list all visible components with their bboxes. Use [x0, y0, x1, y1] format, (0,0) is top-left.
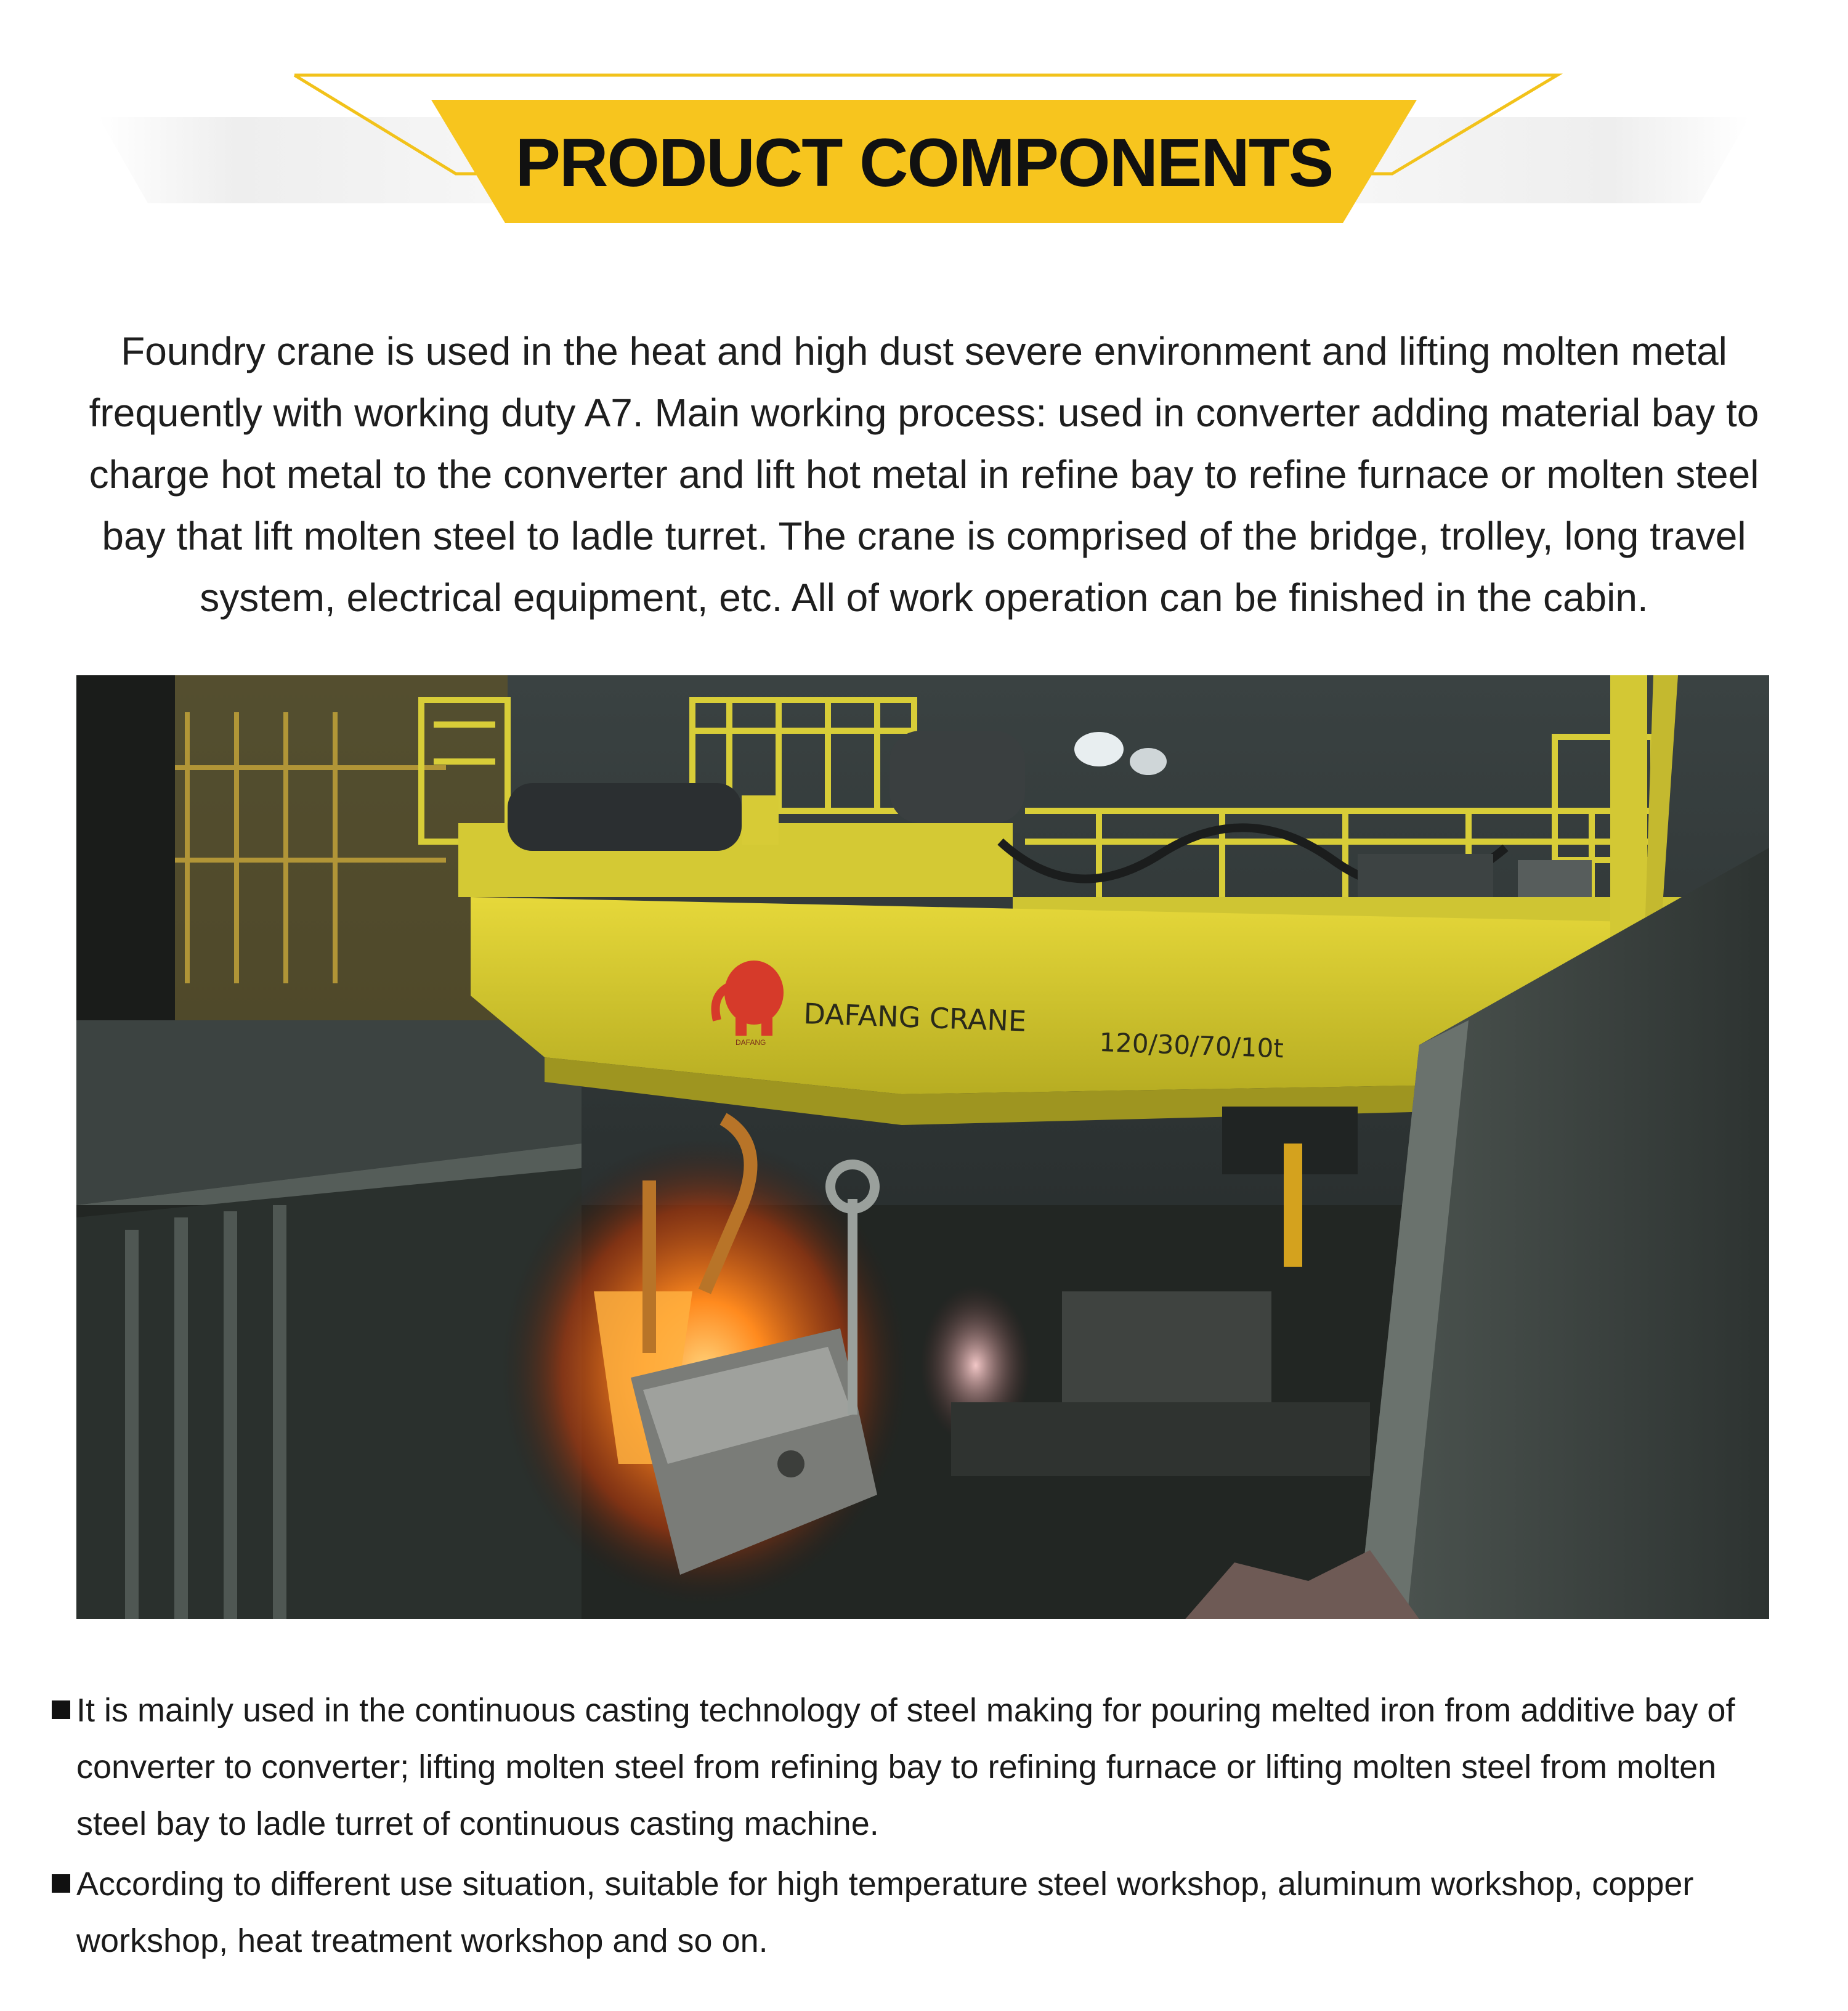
- feature-item-text: It is mainly used in the continuous casting technology of steel making for pouring melted iron from additive bay of converter to converter; lifting molten steel from refining bay to refining furnace or lifting molten steel from molten steel bay to ladle turret of continuous casting machine.: [76, 1692, 1735, 1842]
- mid-platform: [1062, 1291, 1271, 1402]
- drum-coupling: [742, 795, 779, 845]
- ceiling-light-2: [1130, 748, 1167, 775]
- crane-brand-text: DAFANG CRANE: [803, 997, 1027, 1038]
- feature-item: [52, 1856, 1789, 1969]
- hoist-motor: [890, 731, 1025, 823]
- foundry-crane-photo: [76, 675, 1769, 1619]
- feature-item: [52, 1682, 1789, 1852]
- section-banner: [0, 0, 1848, 259]
- lower-deck: [951, 1402, 1370, 1476]
- intro-paragraph: Foundry crane is used in the heat and high dust severe environment and lifting molten metal frequently with working duty A7. Main working process: used in converter adding material bay to charge hot metal to the converter and lift hot metal in refine bay to refine furnace or molten steel bay that lift molten steel to ladle turret. The crane is comprised of the bridge, trolley, long travel system, electrical equipment, etc. All of work operation can be finished in the cabin.: [89, 329, 1759, 620]
- bullet-square-icon: [52, 1700, 70, 1719]
- crane-capacity-text: 120/30/70/10t: [1098, 1027, 1284, 1064]
- crane-illustration: [76, 675, 1769, 1619]
- ladle-trunnion: [777, 1450, 804, 1477]
- feature-list: [52, 1682, 1789, 1973]
- ceiling-light-1: [1074, 732, 1124, 766]
- page-title: PRODUCT COMPONENTS: [515, 125, 1333, 201]
- hook-shank: [1284, 1144, 1302, 1267]
- svg-text:DAFANG: DAFANG: [736, 1038, 766, 1047]
- feature-item-text: According to different use situation, suitable for high temperature steel workshop, aluminum workshop, copper workshop, heat treatment workshop and so on.: [76, 1866, 1694, 1959]
- bullet-square-icon: [52, 1874, 70, 1893]
- hoist-drum: [508, 783, 742, 851]
